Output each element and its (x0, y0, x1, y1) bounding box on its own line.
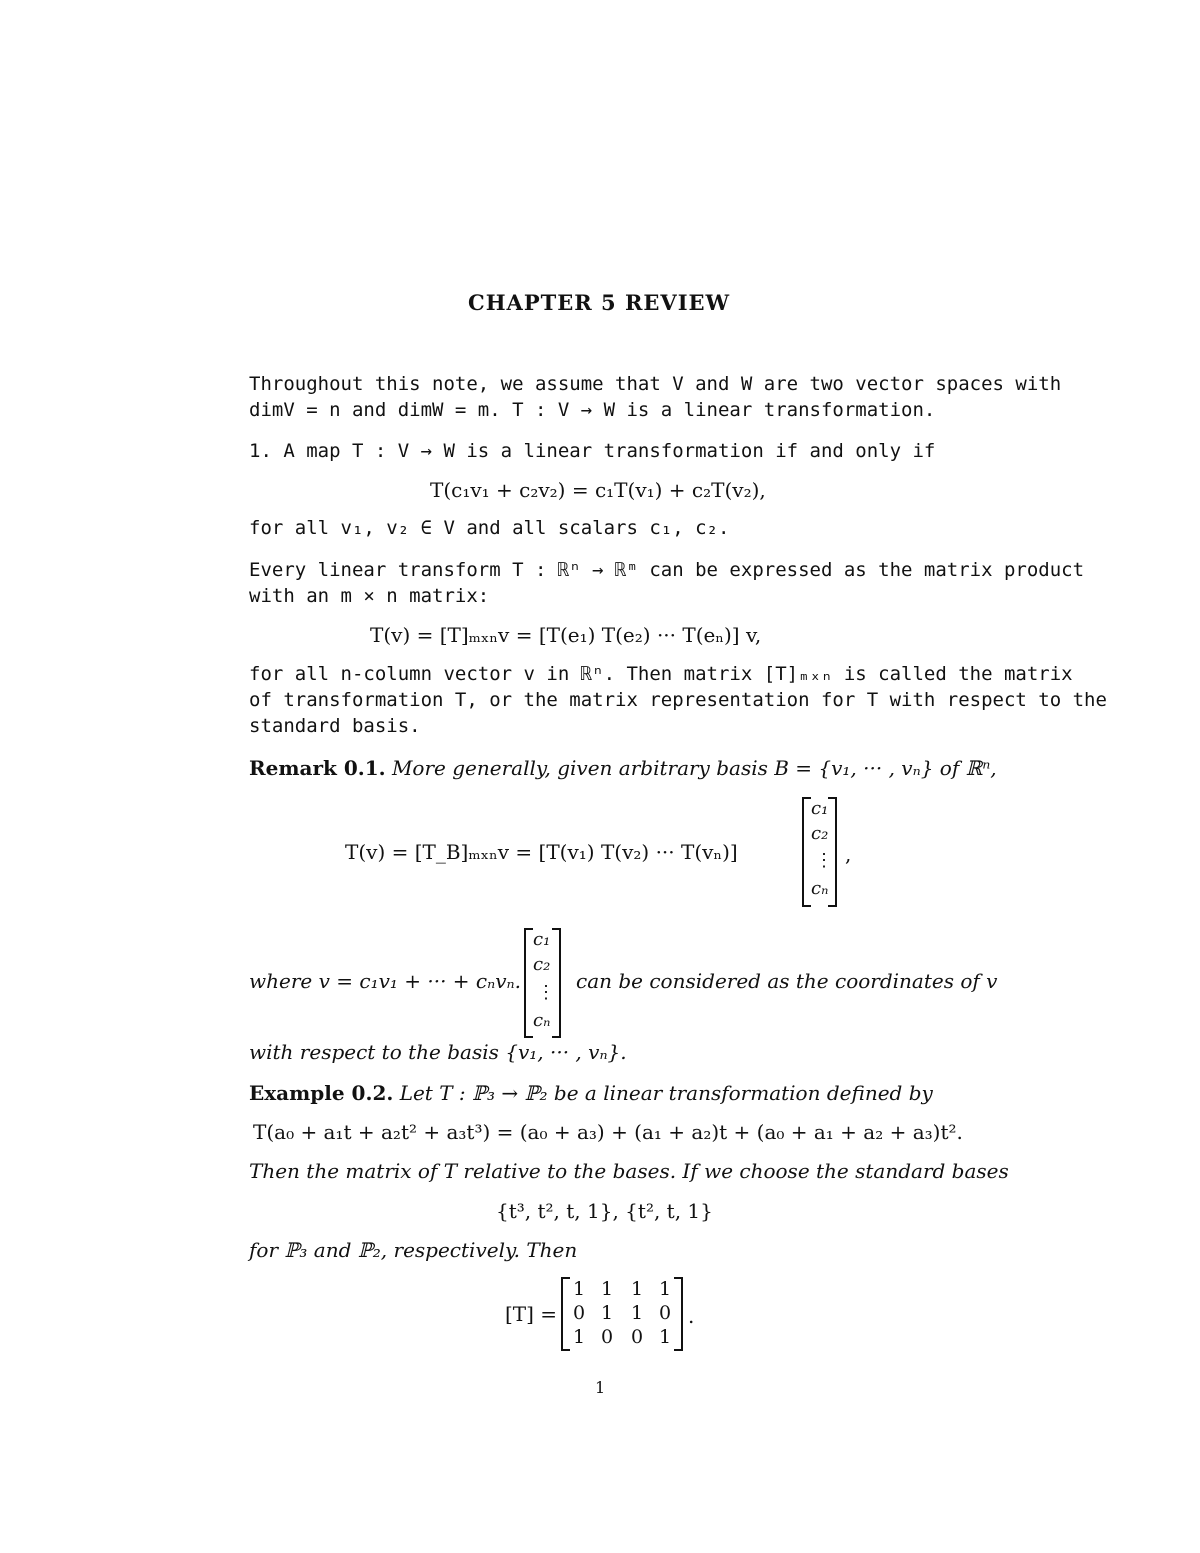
vector-entry: c₂ (811, 823, 829, 844)
matrix-cell: 0 (658, 1302, 672, 1324)
standard-bases: {t³, t², t, 1}, {t², t, 1} (496, 1199, 713, 1223)
remark-text: More generally, given arbitrary basis B = {v₁, ··· , vₙ} of ℝⁿ, (391, 756, 997, 780)
vector-entry: c₁ (533, 929, 551, 950)
matrix-cell: 1 (600, 1302, 614, 1324)
item-1-statement: 1. A map T : V → W is a linear transformation if and only if (249, 440, 936, 462)
remark-label: Remark 0.1. (249, 756, 386, 780)
remark-where-suffix: can be considered as the coordinates of v (576, 969, 998, 993)
intro-line-2: dimV = n and dimW = m. T : V → W is a linear transformation. (249, 399, 936, 421)
every-line-1: Every linear transform T : ℝⁿ → ℝᵐ can be expressed as the matrix product (249, 559, 1085, 581)
example-for-line: for ℙ₃ and ℙ₂, respectively. Then (249, 1238, 578, 1262)
every-after-2: of transformation T, or the matrix representation for T with respect to the (249, 689, 1107, 711)
item-1-after: for all v₁, v₂ ∈ V and all scalars c₁, c₂. (249, 517, 730, 539)
matrix-label: [T] = (505, 1302, 558, 1326)
matrix-cell: 1 (658, 1326, 672, 1348)
matrix-cell: 0 (630, 1326, 644, 1348)
vector-entry: ⋮ (537, 982, 555, 1003)
page-number: 1 (595, 1378, 606, 1397)
matrix-cell: 0 (600, 1326, 614, 1348)
matrix-cell: 1 (630, 1278, 644, 1300)
remark-with-respect: with respect to the basis {v₁, ··· , vₙ}. (249, 1040, 627, 1064)
intro-line-1: Throughout this note, we assume that V and W are two vector spaces with (249, 373, 1062, 395)
every-after-3: standard basis. (249, 715, 421, 737)
remark-heading (249, 756, 997, 780)
vector-entry: ⋮ (815, 850, 833, 871)
matrix-cell: 0 (572, 1302, 586, 1324)
vector-entry: c₁ (811, 798, 829, 819)
example-then: Then the matrix of T relative to the bases. If we choose the standard bases (249, 1159, 1009, 1183)
matrix-cell: 1 (658, 1278, 672, 1300)
example-label: Example 0.2. (249, 1081, 394, 1105)
matrix-cell: 1 (572, 1278, 586, 1300)
page-title: CHAPTER 5 REVIEW (468, 290, 731, 315)
matrix-cell: 1 (630, 1302, 644, 1324)
matrix-cell: 1 (572, 1326, 586, 1348)
left-bracket (802, 797, 811, 907)
every-after-1: for all n-column vector v in ℝⁿ. Then matrix [T]ₘₓₙ is called the matrix (249, 663, 1073, 685)
left-bracket (524, 928, 533, 1038)
example-text: Let T : ℙ₃ → ℙ₂ be a linear transformation defined by (399, 1081, 933, 1105)
matrix-cell: 1 (600, 1278, 614, 1300)
matrix-product-equation: T(v) = [T]ₘₓₙv = [T(e₁) T(e₂) ··· T(eₙ)] v, (370, 623, 762, 647)
vector-entry: c₂ (533, 954, 551, 975)
every-line-2: with an m × n matrix: (249, 585, 490, 607)
remark-where-prefix: where v = c₁v₁ + ··· + cₙvₙ. (249, 969, 521, 993)
remark-equation-end: , (845, 842, 852, 866)
linearity-equation: T(c₁v₁ + c₂v₂) = c₁T(v₁) + c₂T(v₂), (430, 478, 766, 502)
vector-entry: cₙ (533, 1010, 551, 1031)
vector-entry: cₙ (811, 878, 829, 899)
example-definition: T(a₀ + a₁t + a₂t² + a₃t³) = (a₀ + a₃) + (a₁ + a₂)t + (a₀ + a₁ + a₂ + a₃)t². (253, 1120, 963, 1144)
matrix-end: . (688, 1304, 695, 1328)
remark-equation: T(v) = [T_B]ₘₓₙv = [T(v₁) T(v₂) ··· T(vₙ)] (345, 840, 738, 864)
example-heading (249, 1081, 933, 1105)
